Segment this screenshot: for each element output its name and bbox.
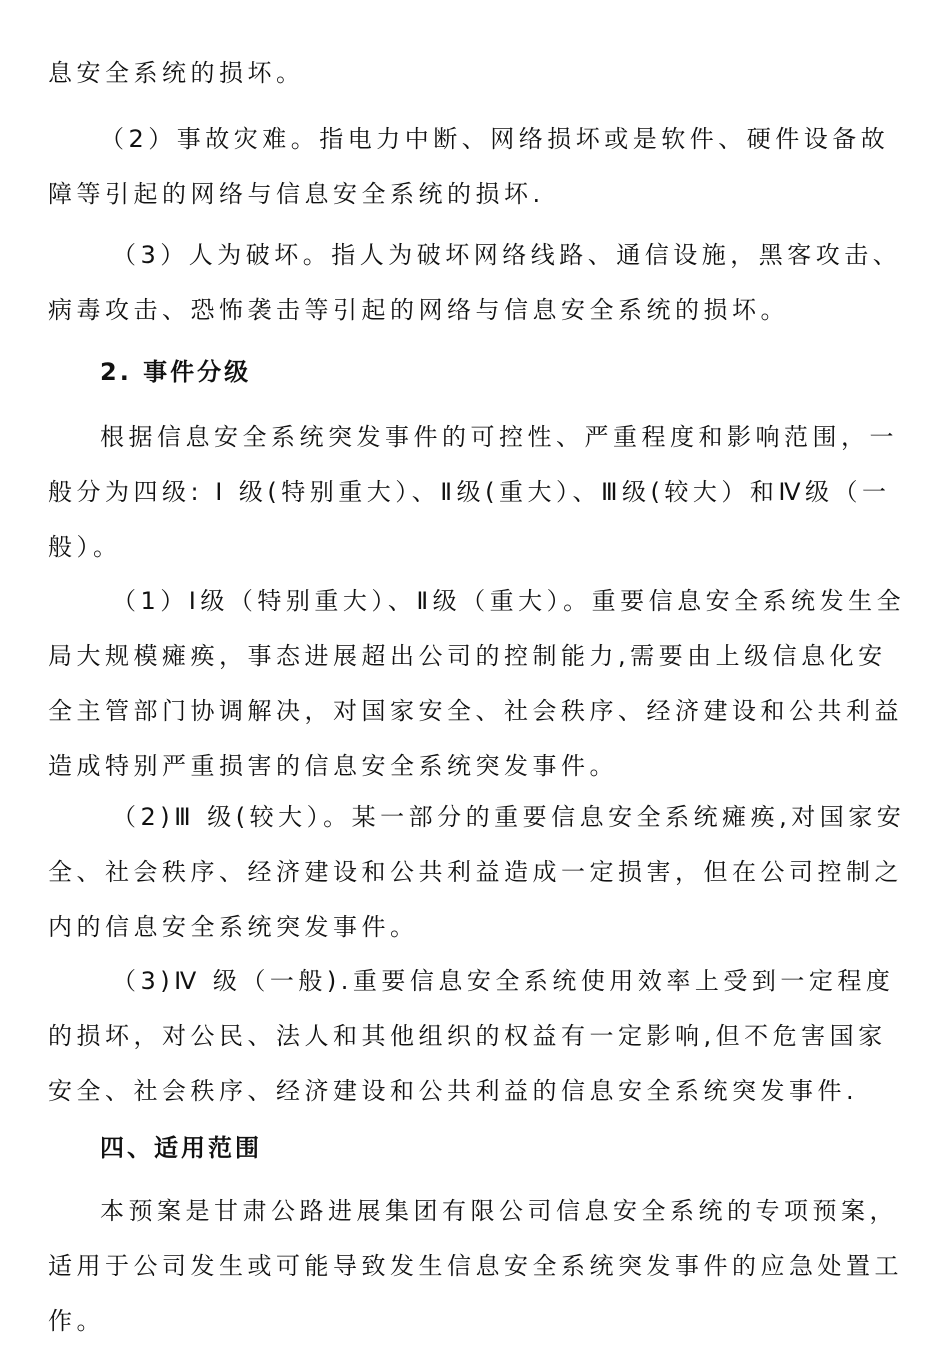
paragraph-continuation: 息安全系统的损坏。: [48, 59, 305, 87]
paragraph-level-1-2: （1）Ⅰ级（特别重大）、Ⅱ级（重大）。重要信息安全系统发生全局大规模瘫痪，事态进展超出公司的控制能力,需要由上级信息化安全主管部门协调解决，对国家安全、社会秩序、经济建设和公共利益造成特别严重损害的信息安全系统突发事件。: [48, 587, 906, 780]
paragraph-grading-intro: 根据信息安全系统突发事件的可控性、严重程度和影响范围，一般分为四级: Ⅰ 级(特别重大）、Ⅱ级(重大）、Ⅲ级(较大）和Ⅳ级（一般）。: [48, 423, 898, 561]
paragraph-scope: 本预案是甘肃公路进展集团有限公司信息安全系统的专项预案，适用于公司发生或可能导致发生信息安全系统突发事件的应急处置工作。: [48, 1197, 903, 1335]
paragraph-accident-disaster: （2）事故灾难。指电力中断、网络损坏或是软件、硬件设备故障等引起的网络与信息安全系统的损坏.: [48, 125, 890, 208]
paragraph-level-4: （3)Ⅳ 级（一般).重要信息安全系统使用效率上受到一定程度的损坏，对公民、法人和其他组织的权益有一定影响,但不危害国家安全、社会秩序、经济建设和公共利益的信息安全系统突发事件.: [48, 967, 895, 1105]
heading-event-grading: 2. 事件分级: [100, 358, 252, 386]
heading-scope: 四、适用范围: [100, 1134, 262, 1162]
paragraph-human-damage: （3）人为破坏。指人为破坏网络线路、通信设施，黑客攻击、病毒攻击、恐怖袭击等引起的网络与信息安全系统的损坏。: [48, 241, 902, 324]
paragraph-level-3: （2)Ⅲ 级(较大）。某一部分的重要信息安全系统瘫痪,对国家安全、社会秩序、经济建设和公共利益造成一定损害，但在公司控制之内的信息安全系统突发事件。: [48, 803, 906, 941]
